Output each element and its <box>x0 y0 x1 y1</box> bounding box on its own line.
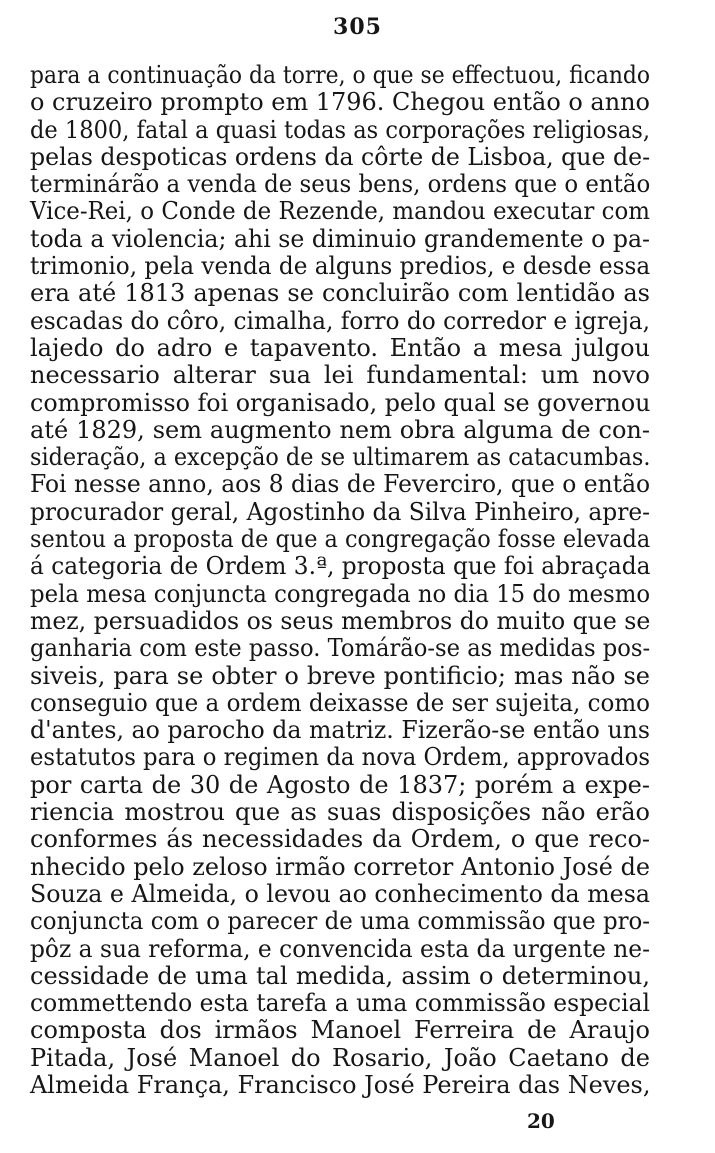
text-line: terminárão a venda de seus bens, ordens que o então <box>30 170 651 199</box>
text-line: Almeida França, Francisco José Pereira das Neves, <box>30 1070 651 1099</box>
text-line: conformes ás necessidades da Ordem, o que reco- <box>30 825 650 854</box>
text-line: trimonio, pela venda de alguns predios, e desde essa <box>30 252 651 281</box>
text-line: ganharia com este passo. Tomárão-se as medidas pos- <box>30 634 651 663</box>
text-line: nhecido pelo zeloso irmão corretor Antonio José de <box>30 852 650 881</box>
text-line: sentou a proposta de que a congregação fosse elevada <box>30 525 651 554</box>
text-line: Vice-Rei, o Conde de Rezende, mandou executar com <box>30 197 650 226</box>
text-line: á categoria de Ordem 3.ª, proposta que foi abraçada <box>30 552 651 581</box>
text-line: estatutos para o regimen da nova Ordem, approvados <box>30 743 650 772</box>
text-line: toda a violencia; ahi se diminuio grandemente o pa- <box>30 224 650 253</box>
text-line: para a continuação da torre, o que se effectuou, ficando <box>30 61 650 89</box>
text-line: pelas despoticas ordens da côrte de Lisboa, que de- <box>30 142 651 171</box>
text-line: Pitada, José Manoel do Rosario, João Caetano de <box>30 1043 650 1072</box>
text-line: escadas do côro, cimalha, forro do corredor e igreja, <box>30 306 650 335</box>
text-line: Foi nesse anno, aos 8 dias de Feverciro, que o então <box>30 470 651 499</box>
body-text <box>30 62 650 1099</box>
text-line: mez, persuadidos os seus membros do muito que se <box>30 606 651 635</box>
text-line: commettendo esta tarefa a uma commissão especial <box>30 989 650 1018</box>
text-line: conseguio que a ordem deixasse de ser sujeita, como <box>30 688 650 717</box>
text-line: riencia mostrou que as suas disposições não erão <box>30 798 650 827</box>
text-line: sideração, a excepção de se ultimarem as catacumbas. <box>30 443 651 472</box>
text-line: siveis, para se obter o breve pontificio; mas não se <box>30 661 650 690</box>
text-line: cessidade de uma tal medida, assim o determinou, <box>30 961 650 990</box>
text-line: procurador geral, Agostinho da Silva Pinheiro, apre- <box>30 497 650 526</box>
text-line: necessario alterar sua lei fundamental: um novo <box>30 361 650 390</box>
text-line: de 1800, fatal a quasi todas as corporações religiosas, <box>30 115 650 144</box>
text-line: até 1829, sem augmento nem obra alguma de con- <box>30 415 650 444</box>
text-line: conjuncta com o parecer de uma commissão que pro- <box>30 907 650 936</box>
text-line: pela mesa conjuncta congregada no dia 15 do mesmo <box>30 579 651 608</box>
text-line: era até 1813 apenas se concluirão com lentidão as <box>30 279 650 308</box>
text-line: pôz a sua reforma, e convencida esta da urgente ne- <box>30 934 650 963</box>
text-line: d'antes, ao parocho da matriz. Fizerão-se então uns <box>30 716 650 745</box>
text-line: lajedo do adro e tapavento. Então a mesa julgou <box>30 333 650 362</box>
text-line: composta dos irmãos Manoel Ferreira de Araujo <box>30 1016 650 1045</box>
text-line: Souza e Almeida, o levou ao conhecimento da mesa <box>30 879 650 908</box>
text-line: o cruzeiro prompto em 1796. Chegou então o anno <box>30 88 650 117</box>
text-line: compromisso foi organisado, pelo qual se governou <box>30 388 651 417</box>
signature-mark: 20 <box>527 1109 555 1133</box>
text-line: por carta de 30 de Agosto de 1837; porém a expe- <box>30 770 650 799</box>
page-number: 305 <box>333 14 382 40</box>
